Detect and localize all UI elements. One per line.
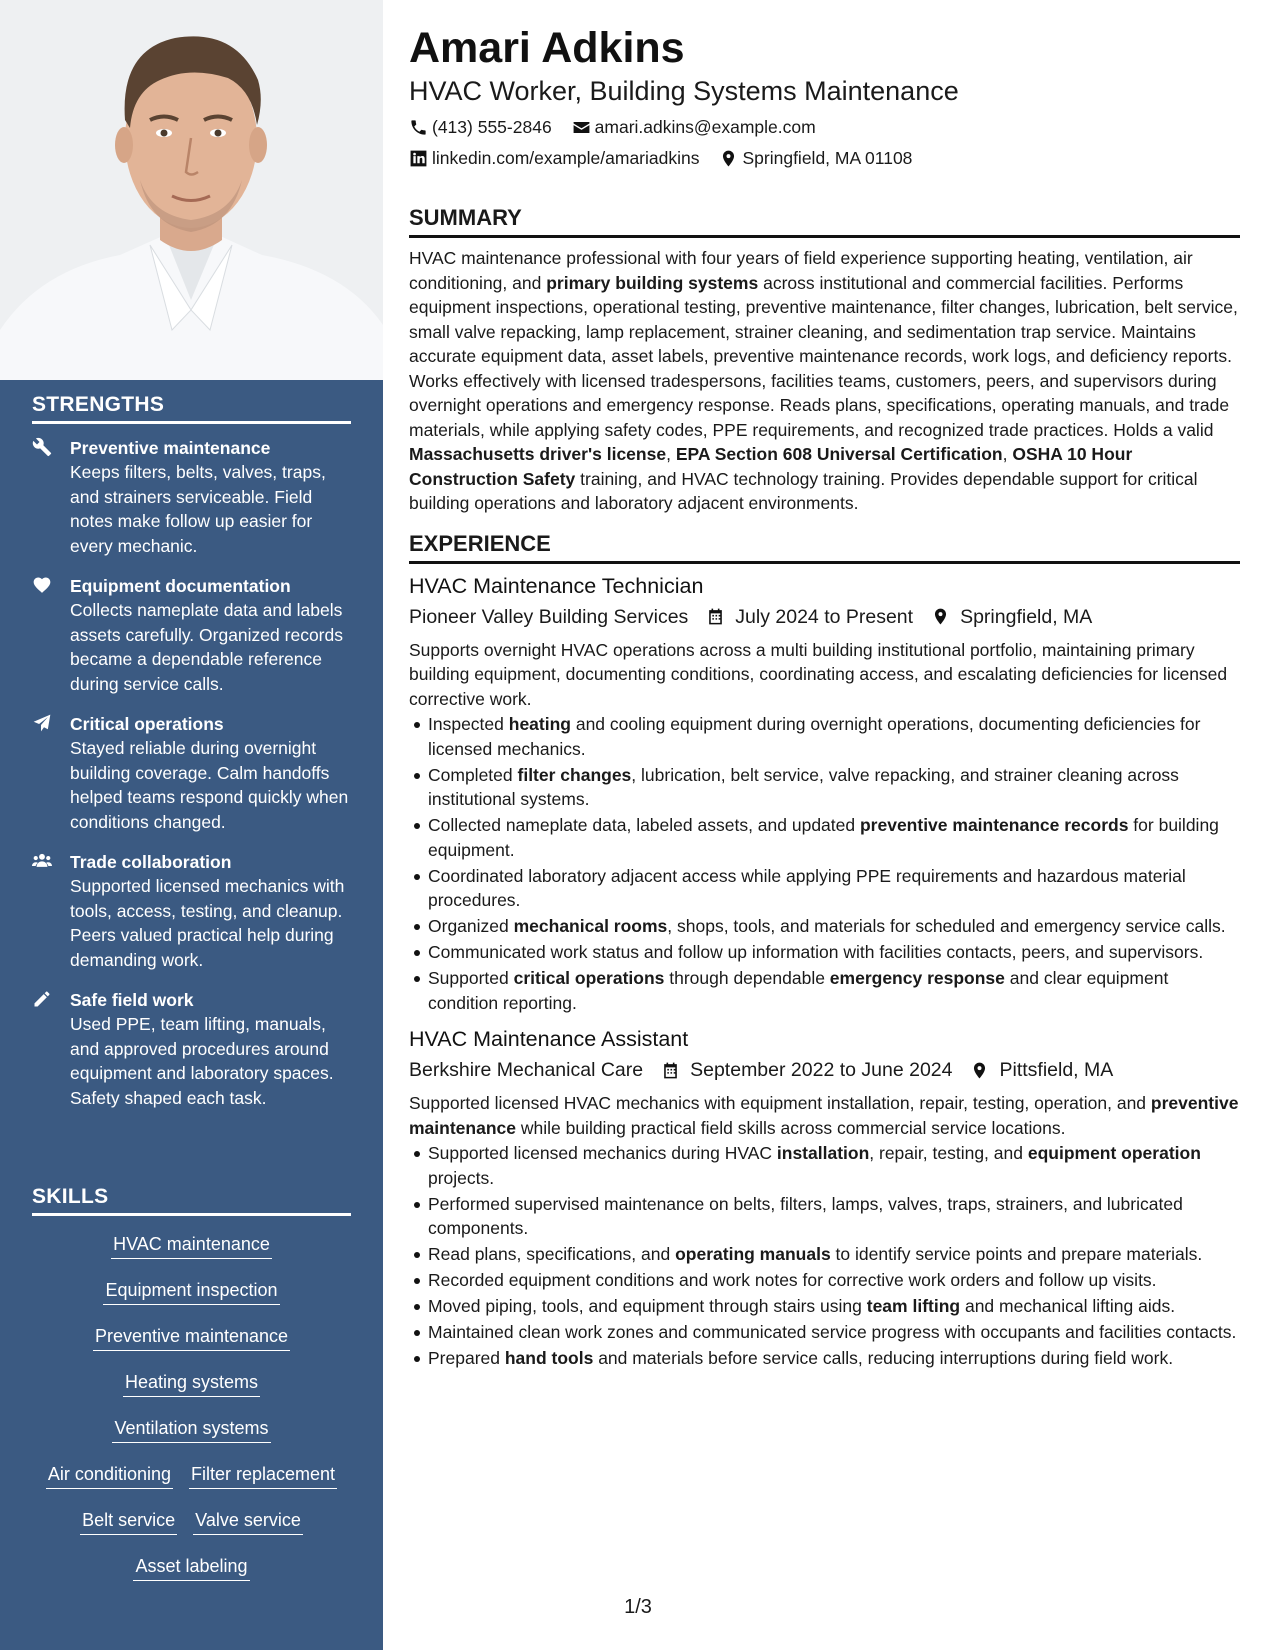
- portrait-image: [0, 0, 383, 380]
- list-item: Supported licensed mechanics during HVAC installation, repair, testing, and equipment operation projects.: [409, 1141, 1240, 1190]
- strengths-section: [32, 393, 351, 1126]
- skill-tag: Filter replacement: [189, 1462, 337, 1489]
- strength-description: Keeps filters, belts, valves, traps, and strainers serviceable. Field notes make follow up easier for every mechanic.: [70, 462, 326, 556]
- envelope-icon: [572, 118, 591, 137]
- map-marker-icon: [970, 1061, 989, 1080]
- linkedin-url[interactable]: linkedin.com/example/amariadkins: [432, 148, 700, 168]
- job-location: Pittsfield, MA: [999, 1059, 1114, 1081]
- wrench-icon: [32, 436, 70, 558]
- skills-heading: SKILLS: [32, 1185, 351, 1216]
- list-item: Moved piping, tools, and equipment through stairs using team lifting and mechanical lifting aids.: [409, 1294, 1240, 1319]
- skill-tag: Valve service: [193, 1508, 303, 1535]
- summary-text: HVAC maintenance professional with four years of field experience supporting heating, ventilation, air conditioning, and primary building systems across institutional and commercial facilities. Performs equipment inspections, operational testing, preventive maintenance, filter changes, lubrication, belt service, small valve repacking, lamp replacement, strainer cleaning, and sedimentation trap service. Maintains accurate equipment data, asset labels, preventive maintenance records, work logs, and deficiency reports. Works effectively with licensed tradespersons, facilities teams, customers, peers, and supervisors during overnight operations and emergency response. Reads plans, specifications, operating manuals, and trade materials, while applying safety codes, PPE requirements, and recognized trade practices. Holds a valid Massachusetts driver's license, EPA Section 608 Universal Certification, OSHA 10 Hour Construction Safety training, and HVAC technology training. Provides dependable support for critical building operations and laboratory adjacent environments.: [409, 248, 1238, 513]
- list-item: Performed supervised maintenance on belts, filters, lamps, valves, traps, strainers, and lubricated components.: [409, 1192, 1240, 1241]
- list-item: Completed filter changes, lubrication, belt service, valve repacking, and strainer cleaning across institutional systems.: [409, 763, 1240, 812]
- strength-title: Trade collaboration: [70, 852, 232, 872]
- list-item: Inspected heating and cooling equipment during overnight operations, documenting deficiencies for licensed mechanics.: [409, 712, 1240, 761]
- strength-title: Preventive maintenance: [70, 438, 271, 458]
- strength-item: [32, 850, 351, 972]
- job-title: HVAC Maintenance Assistant: [409, 1027, 689, 1051]
- heart-icon: [32, 574, 70, 696]
- linkedin-contact: [409, 146, 699, 170]
- job-meta: [409, 603, 1240, 631]
- email-contact: [572, 115, 816, 139]
- contact-row: [409, 115, 1240, 139]
- strength-description: Stayed reliable during overnight building coverage. Calm handoffs helped teams respond quickly when conditions changed.: [70, 738, 349, 832]
- summary-section: [409, 204, 1240, 516]
- phone-number[interactable]: (413) 555-2846: [432, 117, 552, 137]
- pencil-icon: [32, 988, 70, 1110]
- skill-tag: Air conditioning: [46, 1462, 173, 1489]
- strength-description: Supported licensed mechanics with tools, access, testing, and cleanup. Peers valued practical help during demanding work.: [70, 876, 345, 970]
- job-dates: July 2024 to Present: [735, 605, 914, 628]
- summary-heading: SUMMARY: [409, 204, 1240, 238]
- skills-list: [32, 1232, 351, 1600]
- phone-icon: [409, 118, 428, 137]
- job-dates: September 2022 to June 2024: [690, 1059, 953, 1081]
- list-item: Coordinated laboratory adjacent access while applying PPE requirements and hazardous material procedures.: [409, 864, 1240, 913]
- skill-tag: Preventive maintenance: [93, 1324, 290, 1351]
- list-item: Communicated work status and follow up information with facilities contacts, peers, and supervisors.: [409, 940, 1240, 965]
- location-text: Springfield, MA 01108: [742, 148, 913, 168]
- main-content: [409, 22, 1240, 1372]
- job-meta: [409, 1056, 1240, 1084]
- candidate-name: Amari Adkins: [409, 24, 685, 72]
- skill-tag: Ventilation systems: [112, 1416, 270, 1443]
- strength-title: Equipment documentation: [70, 576, 291, 596]
- list-item: Maintained clean work zones and communicated service progress with occupants and facilities contacts.: [409, 1320, 1240, 1345]
- skill-tag: HVAC maintenance: [111, 1232, 272, 1259]
- job-bullets: [409, 1141, 1240, 1371]
- list-item: Prepared hand tools and materials before service calls, reducing interruptions during field work.: [409, 1346, 1240, 1371]
- skill-tag: Equipment inspection: [103, 1278, 279, 1305]
- page-number: 1/3: [624, 1596, 652, 1618]
- location-contact: [719, 146, 912, 170]
- experience-heading: EXPERIENCE: [409, 530, 1240, 564]
- map-marker-icon: [931, 607, 950, 626]
- profile-photo: [0, 0, 383, 380]
- job-entry: [409, 1025, 1240, 1371]
- list-item: Supported critical operations through dependable emergency response and clear equipment condition reporting.: [409, 966, 1240, 1015]
- strength-description: Used PPE, team lifting, manuals, and approved procedures around equipment and laboratory spaces. Safety shaped each task.: [70, 1014, 334, 1108]
- job-bullets: [409, 712, 1240, 1015]
- job-entry: [409, 572, 1240, 1016]
- experience-section: [409, 530, 1240, 1371]
- skills-section: [32, 1185, 351, 1600]
- phone-contact: [409, 115, 552, 139]
- strengths-heading: STRENGTHS: [32, 393, 351, 424]
- map-marker-icon: [719, 149, 738, 168]
- strength-item: [32, 574, 351, 696]
- strength-item: [32, 436, 351, 558]
- sidebar: [0, 0, 383, 1650]
- job-location: Springfield, MA: [960, 605, 1093, 628]
- company-name: Berkshire Mechanical Care: [409, 1059, 644, 1081]
- calendar-icon: [706, 607, 725, 626]
- company-name: Pioneer Valley Building Services: [409, 605, 689, 628]
- candidate-title: HVAC Worker, Building Systems Maintenance: [409, 76, 959, 106]
- strength-description: Collects nameplate data and labels assets carefully. Organized records became a dependable reference during service calls.: [70, 600, 343, 694]
- list-item: Recorded equipment conditions and work notes for corrective work orders and follow up visits.: [409, 1268, 1240, 1293]
- strength-item: [32, 712, 351, 834]
- email-address[interactable]: amari.adkins@example.com: [594, 117, 816, 137]
- job-description: Supported licensed HVAC mechanics with equipment installation, repair, testing, operation, and preventive maintenance while building practical field skills across commercial service locations.: [409, 1093, 1239, 1138]
- linkedin-icon: [409, 149, 428, 168]
- skill-tag: Heating systems: [123, 1370, 260, 1397]
- list-item: Collected nameplate data, labeled assets, and updated preventive maintenance records for building equipment.: [409, 813, 1240, 862]
- job-title: HVAC Maintenance Technician: [409, 573, 704, 598]
- list-item: Read plans, specifications, and operating manuals to identify service points and prepare materials.: [409, 1242, 1240, 1267]
- job-description: Supports overnight HVAC operations across a multi building institutional portfolio, maintaining primary building equipment, documenting conditions, coordinating access, and escalating deficiencies for licensed corrective work.: [409, 639, 1228, 709]
- strength-item: [32, 988, 351, 1110]
- contact-row: [409, 146, 1240, 170]
- calendar-icon: [661, 1061, 680, 1080]
- list-item: Organized mechanical rooms, shops, tools, and materials for scheduled and emergency service calls.: [409, 914, 1240, 939]
- paper-plane-icon: [32, 712, 70, 834]
- users-icon: [32, 850, 70, 972]
- skill-tag: Belt service: [80, 1508, 177, 1535]
- skill-tag: Asset labeling: [133, 1554, 249, 1581]
- strength-title: Critical operations: [70, 714, 224, 734]
- strength-title: Safe field work: [70, 990, 194, 1010]
